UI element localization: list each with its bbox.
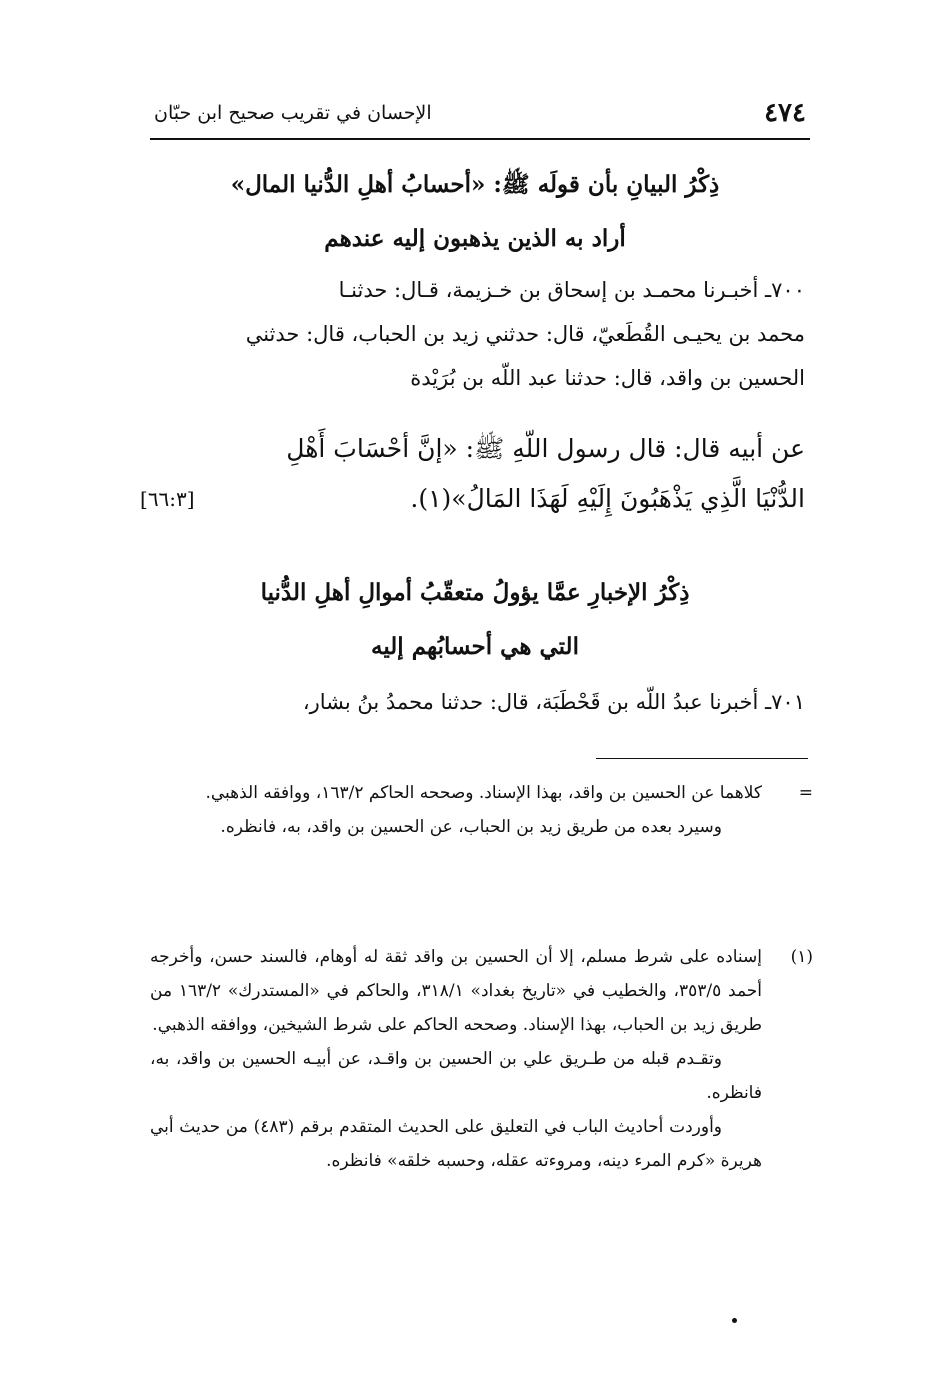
page-speck <box>732 1318 737 1323</box>
footnote-paragraph: وسيرد بعده من طريق زيد بن الحباب، عن الحسين بن واقد، به، فانظره. <box>220 817 722 837</box>
page-header <box>150 98 810 140</box>
running-title: الإحسان في تقريب صحيح ابن حبّان <box>154 102 432 124</box>
footnote-continuation-mark: = <box>798 783 813 803</box>
matn-line: الدُّنْيَا الَّذِي يَذْهَبُونَ إِلَيْهِ لَهَذَا المَالُ»(١). <box>410 484 805 513</box>
footnote-paragraph: كلاهما عن الحسين بن واقد، بهذا الإسناد. وصححه الحاكم ١٦٣/٢، ووافقه الذهبي. <box>205 783 762 803</box>
isnad-line: محمد بن يحيـى القُطَعيّ، قال: حدثني زيد بن الحباب، قال: حدثني <box>245 322 805 346</box>
matn-line-with-ref <box>140 474 805 524</box>
isnad-line: ٧٠٠ـ أخبـرنا محمـد بن إسحاق بن خـزيمة، قـال: حدثنـا <box>338 278 805 302</box>
chapter-heading-2 <box>140 566 810 674</box>
footnote-1 <box>150 940 762 1178</box>
chapter-heading-2-line1: ذِكْرُ الإخبارِ عمَّا يؤولُ متعقّبُ أموالِ أهلِ الدُّنيا <box>260 579 690 606</box>
footnote-paragraph: إسناده على شرط مسلم، إلا أن الحسين بن واقد ثقة له أوهام، فالسند حسن، وأخرجه أحمد ٣٥٣/٥، والخطيب في «تاريخ بغداد» ٣١٨/١، والحاكم في «المستدرك» ١٦٣/٢ من طريق زيد بن الحباب، بهذا الإسناد. وصححه الحاكم على شرط الشيخين، ووافقه الذهبي. <box>150 947 763 1035</box>
footnote-continuation <box>150 776 762 844</box>
isnad-line: الحسين بن واقد، قال: حدثنا عبد اللّه بن بُرَيْدة <box>410 366 805 390</box>
isnad-line: ٧٠١ـ أخبرنا عبدُ اللّه بن قَحْطَبَة، قال: حدثنا محمدُ بنُ بشار، <box>302 690 805 714</box>
footnote-1-mark: (١) <box>790 947 813 967</box>
volume-reference: [٦٦:٣] <box>140 487 195 511</box>
footnote-separator <box>596 758 808 759</box>
chapter-heading-2-line2: التي هي أحسابُهم إليه <box>371 633 579 660</box>
hadith-701-isnad <box>140 680 805 724</box>
chapter-heading-1-line1: ذِكْرُ البيانِ بأن قولَه ﷺ: «أحسابُ أهلِ الدُّنيا المال» <box>230 171 720 198</box>
matn-line: عن أبيه قال: قال رسول اللّهِ ﷺ: «إنَّ أحْسَابَ أَهْلِ <box>286 434 805 463</box>
footnote-paragraph: وتقـدم قبله من طـريق علي بن الحسين بن واقـد، عن أبيـه الحسين بن واقد، به، فانظره. <box>150 1049 762 1103</box>
hadith-700-matn <box>140 424 805 524</box>
chapter-heading-1-line2: أراد به الذين يذهبون إليه عندهم <box>324 225 626 252</box>
footnote-paragraph: وأوردت أحاديث الباب في التعليق على الحديث المتقدم برقم (٤٨٣) من حديث أبي هريرة «كرم المرء دينه، ومروءته عقله، وحسبه خلقه» فانظره. <box>150 1117 762 1171</box>
hadith-700-isnad <box>140 268 805 400</box>
page-number: ٤٧٤ <box>764 98 806 128</box>
chapter-heading-1 <box>140 158 810 266</box>
